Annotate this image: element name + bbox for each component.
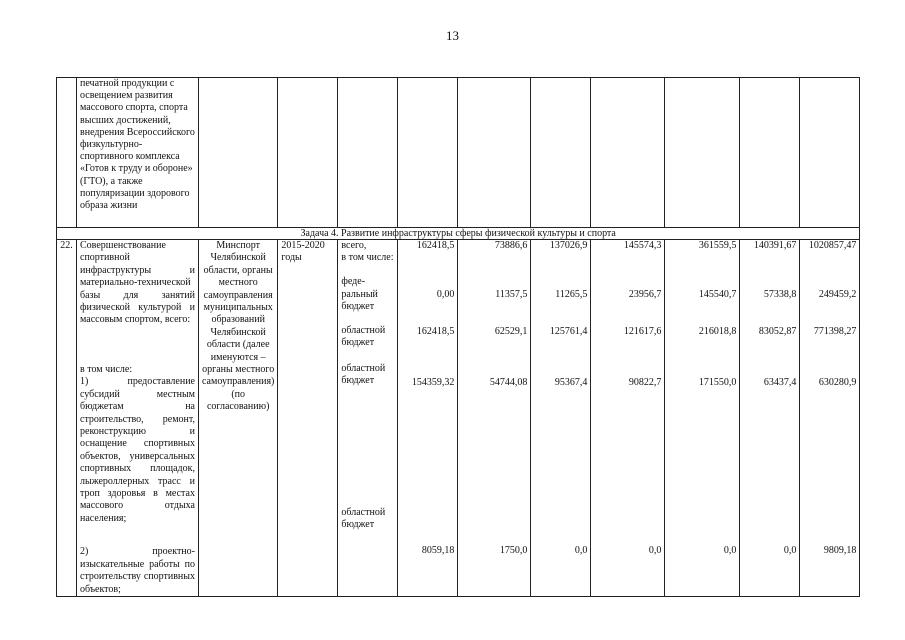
table-row-continuation — [57, 78, 860, 228]
value-item2-5: 0,0 — [723, 545, 737, 556]
value-federal-5: 145540,7 — [698, 289, 737, 300]
value-regional-2: 62529,1 — [494, 326, 528, 337]
value-regional-5: 216018,8 — [698, 326, 737, 337]
value-item2-1: 8059,18 — [421, 545, 455, 556]
program-table — [56, 77, 860, 597]
value-federal-6: 57338,8 — [763, 289, 797, 300]
task-header-row — [57, 228, 860, 240]
source-cell — [338, 240, 398, 597]
values-col-6 — [740, 240, 800, 597]
source-incl: в том числе: — [341, 252, 394, 264]
measure-item-1: 1) предоставление субсидий местным бюджетам на строительство, ремонт, реконструкцию и оснащение спортивных объектов, универсальных спортивных площадок, лыжероллерных трасс и троп здоровья в местах массового отдыха населения; — [80, 376, 195, 524]
page-number: 13 — [446, 28, 459, 43]
value-item2-4: 0,0 — [648, 545, 662, 556]
value-federal-1: 0,00 — [436, 289, 455, 300]
value-regional-3: 125761,4 — [549, 326, 588, 337]
value-item1-3: 95367,4 — [554, 377, 588, 388]
value-federal-2: 11357,5 — [495, 289, 528, 300]
value-regional-6: 83052,87 — [758, 326, 797, 337]
values-col-3 — [531, 240, 591, 597]
value-total-4: 145574,3 — [623, 240, 662, 251]
value-federal-3: 11265,5 — [555, 289, 588, 300]
cell-name-continued — [77, 78, 199, 228]
value-federal-7: 249459,2 — [818, 289, 857, 300]
value-regional-7: 771398,27 — [813, 326, 857, 337]
value-item1-1: 154359,32 — [411, 377, 455, 388]
period-cell: 2015-2020 годы — [278, 240, 338, 597]
row-number: 22. — [57, 240, 77, 597]
measure-incl-label: в том числе: — [80, 364, 133, 375]
value-regional-4: 121617,6 — [623, 326, 662, 337]
value-total-7: 1020857,47 — [808, 240, 857, 251]
measure-item-2: 2) проектно-изыскательные работы по строительству спортивных объектов; — [80, 546, 195, 595]
value-federal-4: 23956,7 — [628, 289, 662, 300]
value-item1-6: 63437,4 — [763, 377, 797, 388]
source-federal-a: феде- — [341, 276, 366, 288]
value-total-5: 361559,5 — [698, 240, 737, 251]
value-item2-3: 0,0 — [574, 545, 588, 556]
value-item1-2: 54744,08 — [489, 377, 528, 388]
value-total-1: 162418,5 — [416, 240, 455, 251]
executor-cell: Минспорт Челябинской области, органы местного самоуправления муниципальных образований Челябинской области (далее именуются – органы местного самоуправления) (по согласованию) — [199, 240, 278, 597]
value-total-2: 73886,6 — [494, 240, 528, 251]
continued-measure-text: печатной продукции с освещением развития массового спорта, спорта высших достижений, внедрения Всероссийского физкультурно-спортивного комплекса «Готов к труду и обороне» (ГТО), а также популяризации здорового образа жизни — [80, 78, 195, 212]
value-item1-7: 630280,9 — [818, 377, 857, 388]
values-col-7 — [800, 240, 860, 597]
source-regional: областной бюджет — [341, 324, 386, 349]
values-col-1 — [398, 240, 458, 597]
value-item2-2: 1750,0 — [499, 545, 528, 556]
value-item2-6: 0,0 — [783, 545, 797, 556]
values-col-5 — [665, 240, 740, 597]
values-col-4 — [591, 240, 665, 597]
value-item1-5: 171550,0 — [698, 377, 737, 388]
value-total-3: 137026,9 — [549, 240, 588, 251]
value-regional-1: 162418,5 — [416, 326, 455, 337]
value-item1-4: 90822,7 — [628, 377, 662, 388]
measure-name-main: Совершенствование спортивной инфраструктуры и материально-технической базы для занятий физической культурой и массовым спортом, всего: — [80, 240, 195, 326]
task-header: Задача 4. Развитие инфраструктуры сферы физической культуры и спорта — [57, 228, 860, 240]
values-col-2 — [458, 240, 531, 597]
value-item2-7: 9809,18 — [823, 545, 857, 556]
source-regional-item2: областной бюджет — [341, 506, 386, 531]
source-federal-b: ральный бюджет — [341, 288, 378, 313]
source-total: всего, — [341, 240, 367, 251]
source-regional-item1: областной бюджет — [341, 362, 386, 387]
table-row-22 — [57, 240, 860, 597]
cell-num — [57, 78, 77, 228]
value-total-6: 140391,67 — [753, 240, 797, 251]
measure-name-cell — [77, 240, 199, 597]
